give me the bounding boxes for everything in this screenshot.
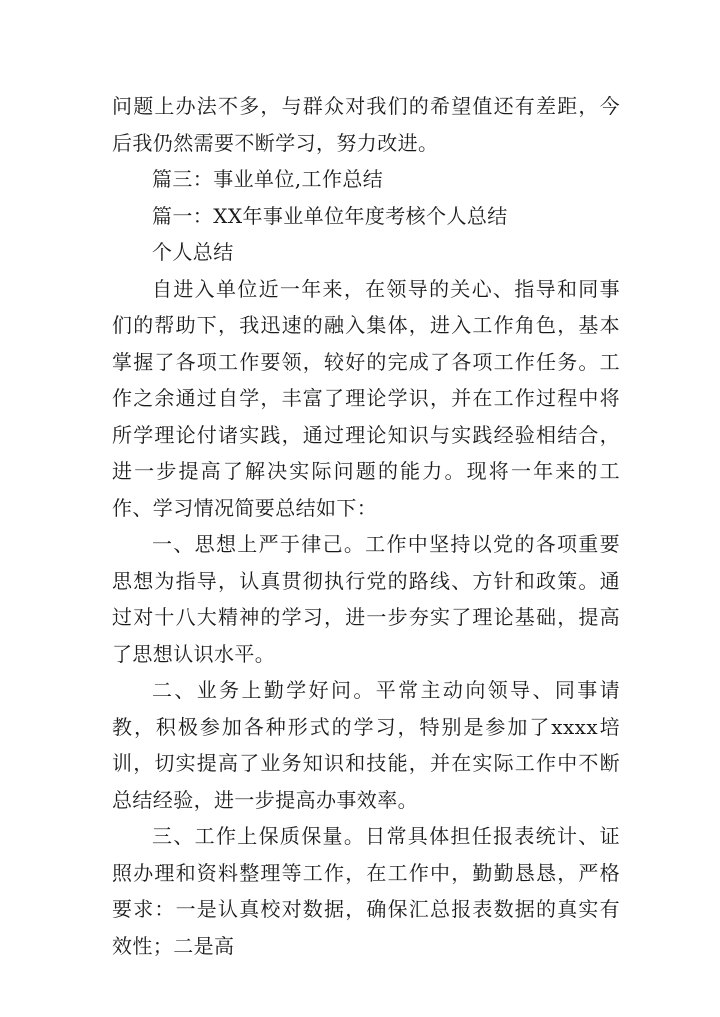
paragraph-point-two: 二、业务上勤学好问。平常主动向领导、同事请教，积极参加各种形式的学习，特别是参加了xxxx培训，切实提高了业务知识和技能，并在实际工作中不断总结经验，进一步提高办事效率。 (112, 678, 620, 812)
document-body (112, 88, 620, 964)
section-heading-part-one: 篇一：XX年事业单位年度考核个人总结 (152, 203, 508, 228)
paragraph-introduction: 自进入单位近一年来，在领导的关心、指导和同事们的帮助下，我迅速的融入集体，进入工作角色，基本掌握了各项工作要领，较好的完成了各项工作任务。工作之余通过自学，丰富了理论学识，并在工作过程中将所学理论付诸实践，通过理论知识与实践经验相结合，进一步提高了解决实际问题的能力。现将一年来的工作、学习情况简要总结如下： (112, 276, 620, 520)
paragraph-continuation: 问题上办法不多，与群众对我们的希望值还有差距，今后我仍然需要不断学习，努力改进。 (112, 94, 620, 155)
subheading-personal-summary: 个人总结 (152, 240, 234, 264)
paragraph-point-one: 一、思想上严于律己。工作中坚持以党的各项重要思想为指导，认真贯彻执行党的路线、方针和政策。通过对十八大精神的学习，进一步夯实了理论基础，提高了思想认识水平。 (112, 532, 620, 666)
section-heading-part-three: 篇三：事业单位,工作总结 (152, 167, 384, 191)
paragraph-point-three: 三、工作上保质保量。日常具体担任报表统计、证照办理和资料整理等工作，在工作中，勤勤恳恳，严格要求：一是认真校对数据，确保汇总报表数据的真实有效性；二是高 (112, 824, 620, 958)
